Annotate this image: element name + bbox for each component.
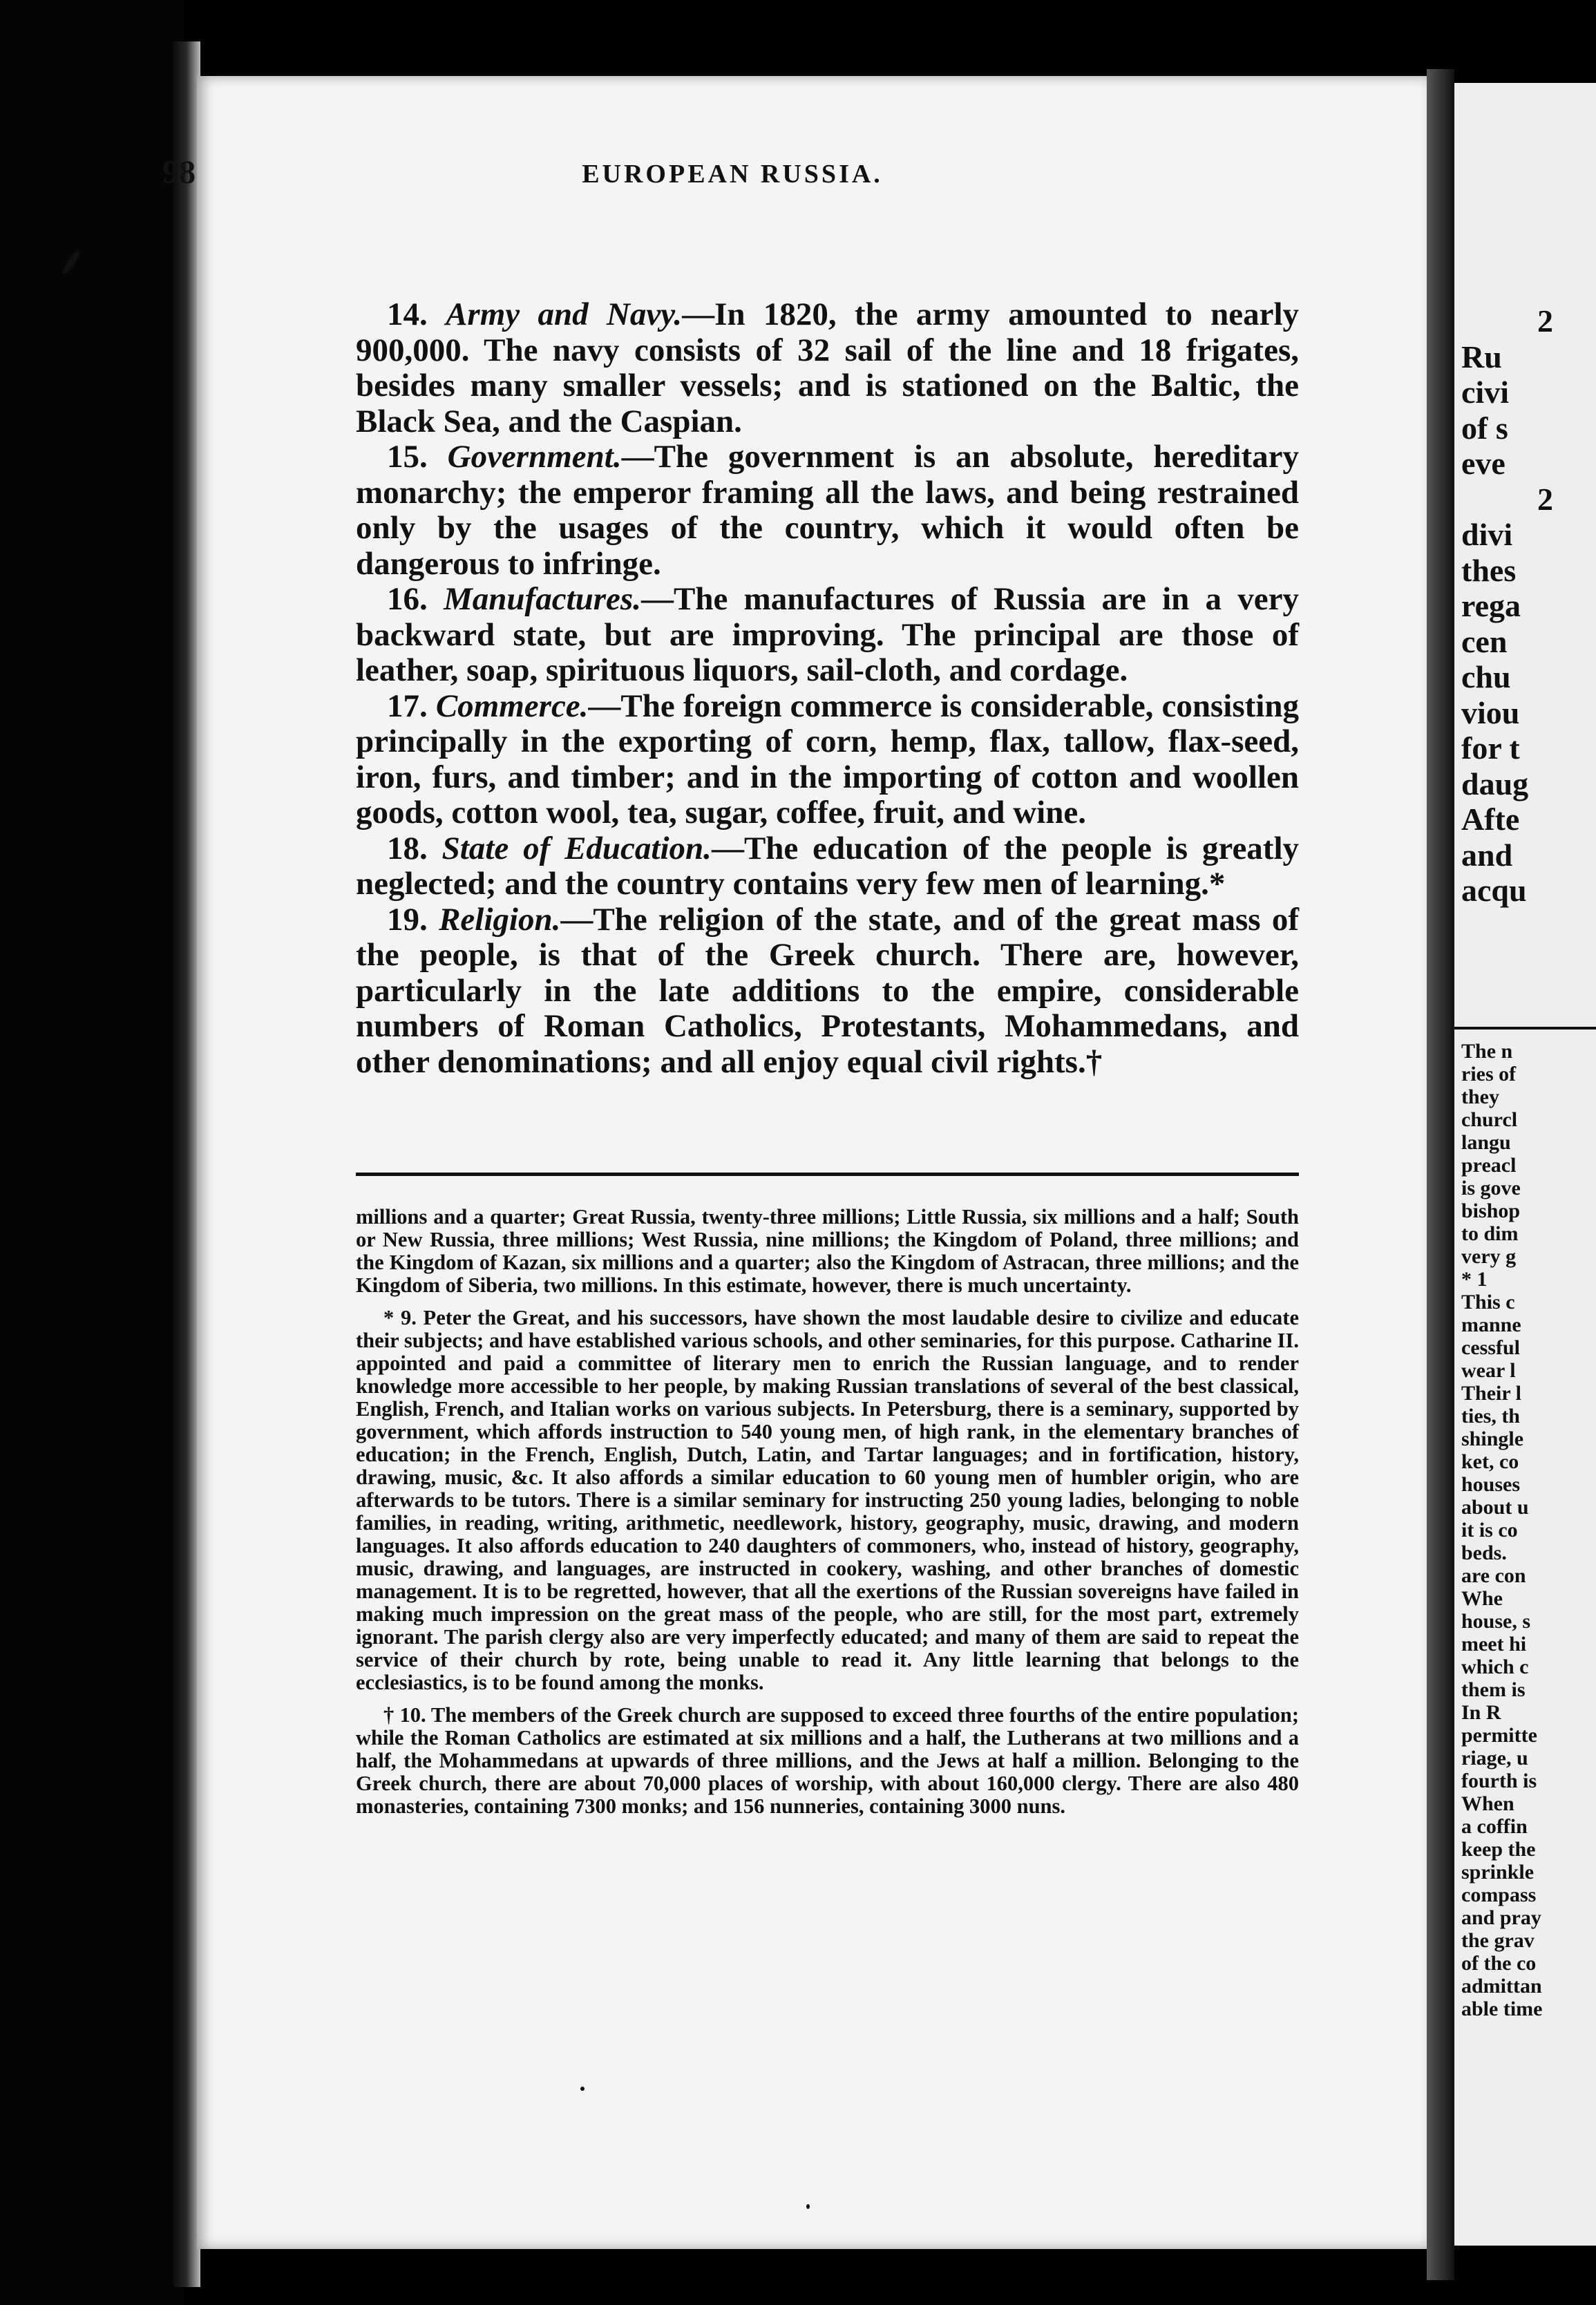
next-page-line: civi [1461,374,1509,410]
next-page-note-line: ties, th [1461,1405,1520,1427]
next-page-line: Afte [1461,801,1520,837]
footnote-continued: millions and a quarter; Great Russia, twenty-three millions; Little Russia, six millions and a half; South or New Russia, three millions; West Russia, nine millions; the Kingdom of Poland, three millions; and the Kingdom of Kazan, six millions and a quarter; also the Kingdom of Astracan, three millions; and the Kingdom of Siberia, two millions. In this estimate, however, there is much uncertainty. [356,1205,1299,1297]
next-page-note-line: The n [1461,1040,1513,1063]
next-page-note-line: it is co [1461,1519,1518,1542]
next-page-note-line: house, s [1461,1610,1531,1633]
next-page-note-line: the grav [1461,1929,1535,1952]
paragraph-manufactures: 16. Manufactures.—The manufactures of Russia are in a very backward state, but are improving. The principal are those of leather, soap, spirituous liquors, sail-cloth, and cordage. [356,581,1299,688]
scan-speck [806,2204,810,2209]
next-page-note-line: houses [1461,1473,1521,1496]
next-page-note-line: fourth is [1461,1770,1537,1792]
next-page-note-line: wear l [1461,1359,1516,1382]
next-page-note-line: churcl [1461,1108,1518,1131]
next-page-line: 2 [1537,303,1553,339]
next-page-note-line: * 1 [1461,1268,1488,1291]
main-text [356,297,1299,1080]
next-page-line: 2 [1537,481,1553,517]
next-page-edge [1454,83,1596,2246]
paragraph-army-navy: 14. Army and Navy.—In 1820, the army amounted to nearly 900,000. The navy consists of 32 sail of the line and 18 frigates, besides many smaller vessels; and is stationed on the Baltic, the Black Sea, and the Caspian. [356,296,1300,439]
next-page-note-line: permitte [1461,1724,1537,1747]
next-page-line: viou [1461,694,1520,730]
next-page-note-line: which c [1461,1656,1529,1678]
footnote-education: * 9. Peter the Great, and his successors, have shown the most laudable desire to civilize and educate their subjects; and have established various schools, and other seminaries, for this purpose. Catharine II. appointed and paid a committee of literary men to enrich the Russian language, and to render knowledge more accessible to her people, by making Russian translations of several of the best classical, English, French, and Italian works on various subjects. In Petersburg, there is a seminary, supported by government, which affords instruction to 540 young men, of high rank, in the elementary branches of education; in the French, English, Dutch, Latin, and Tartar languages; and in fortification, history, drawing, music, &c. It also affords a similar education to 60 young men of humbler origin, who are afterwards to be tutors. There is a similar seminary for instructing 250 young ladies, belonging to noble families, in reading, writing, arithmetic, needlework, history, geography, music, drawing, and modern languages. It also affords education to 240 daughters of commoners, who, instead of history, geography, music, drawing, and languages, are instructed in cookery, washing, and other branches of domestic management. It is to be regretted, however, that all the exertions of the Russian sovereigns have failed in making much impression on the great mass of the people, who are still, for the most part, extremely ignorant. The parish clergy also are very imperfectly educated; and many of them are said to repeat the service of their church by rote, being unable to read it. Any little learning that belongs to the ecclesiastics, is to be found among the monks. [356,1306,1299,1694]
next-page-note-line: about u [1461,1496,1529,1519]
scan-speck [580,2087,585,2091]
next-page-note-line: compass [1461,1884,1537,1906]
next-page-note-line: a coffin [1461,1815,1528,1838]
section-heading: Religion. [439,901,561,938]
next-page-note-line: is gove [1461,1177,1521,1199]
next-page-note-line: cessful [1461,1336,1520,1359]
section-heading: Manufactures. [443,581,641,617]
next-page-footnote-rule [1454,1027,1596,1030]
next-page-note-line: admittan [1461,1975,1542,1998]
next-page-note-line: meet hi [1461,1633,1527,1656]
next-page-note-line: ries of [1461,1063,1517,1085]
footnote-religion: † 10. The members of the Greek church are supposed to exceed three fourths of the entire population; while the Roman Catholics are estimated at six millions and a half, the Lutherans at two millions and a half, the Mohammedans at upwards of three millions, and the Jews at half a million. Belonging to the Greek church, there are about 70,000 places of worship, with about 160,000 clergy. There are also 480 monasteries, containing 7300 monks; and 156 nunneries, containing 3000 nuns. [356,1703,1299,1818]
next-page-note-line: This c [1461,1291,1515,1313]
next-page-note-line: sprinkle [1461,1861,1535,1884]
next-page-line: cen [1461,623,1508,659]
next-page-line: of s [1461,410,1508,446]
next-page-note-line: of the co [1461,1952,1537,1975]
next-page-note-line: are con [1461,1564,1526,1587]
page-header [162,153,1302,209]
next-page-note-line: bishop [1461,1199,1521,1222]
next-page-note-line: When [1461,1792,1514,1815]
page-number: 98 [162,154,196,191]
next-page-note-line: In R [1461,1701,1501,1724]
paragraph-commerce: 17. Commerce.—The foreign commerce is considerable, consisting principally in the exporting of corn, hemp, flax, tallow, flax-seed, iron, furs, and timber; and in the importing of cotton and woollen goods, cotton wool, tea, sugar, coffee, fruit, and wine. [356,687,1299,831]
page-gutter [1427,69,1454,2280]
next-page-note-line: them is [1461,1678,1526,1701]
next-page-note-line: beds. [1461,1542,1507,1564]
next-page-note-line: manne [1461,1313,1521,1336]
next-page-note-line: Whe [1461,1587,1503,1610]
next-page-line: divi [1461,517,1513,552]
section-heading: Government. [447,439,622,475]
next-page-note-line: shingle [1461,1427,1524,1450]
next-page-note-line: to dim [1461,1222,1519,1245]
next-page-line: Ru [1461,339,1502,374]
next-page-note-line: ket, co [1461,1450,1519,1473]
paragraph-education: 18. State of Education.—The education of the people is greatly neglected; and the country contains very few men of learning.* [356,830,1300,902]
section-heading: Commerce. [435,687,589,724]
next-page-note-line: preacl [1461,1154,1517,1177]
next-page-note-line: they [1461,1085,1499,1108]
section-heading: State of Education. [441,830,712,866]
footnotes [356,1206,1299,1828]
footnote-rule [356,1173,1299,1176]
next-page-note-line: langu [1461,1131,1511,1154]
next-page-note-line: riage, u [1461,1747,1528,1770]
next-page-note-line: and pray [1461,1906,1541,1929]
next-page-line: and [1461,837,1513,873]
scanner-background-left [0,0,183,2305]
section-heading: Army and Navy. [446,296,683,332]
next-page-line: acqu [1461,873,1527,908]
next-page-line: for t [1461,730,1520,766]
paragraph-religion: 19. Religion.—The religion of the state, and of the great mass of the people, is that of the Greek church. There are, however, particularly in the late additions to the empire, considerable numbers of Roman Catholics, Protestants, Mohammedans, and other denominations; and all enjoy equal civil rights.† [356,901,1299,1080]
running-head: EUROPEAN RUSSIA. [582,160,883,189]
binding-shadow [173,41,200,2287]
next-page-line: thes [1461,552,1517,588]
next-page-note-line: able time [1461,1998,1543,2020]
next-page-line: eve [1461,446,1505,481]
next-page-note-line: keep the [1461,1838,1536,1861]
next-page-note-line: very g [1461,1245,1517,1268]
next-page-line: chu [1461,659,1511,694]
next-page-line: daug [1461,766,1529,801]
next-page-line: rega [1461,588,1521,623]
paragraph-government: 15. Government.—The government is an absolute, hereditary monarchy; the emperor framing all the laws, and being restrained only by the usages of the country, which it would often be dangerous to infringe. [356,439,1299,582]
next-page-note-line: Their l [1461,1382,1521,1405]
